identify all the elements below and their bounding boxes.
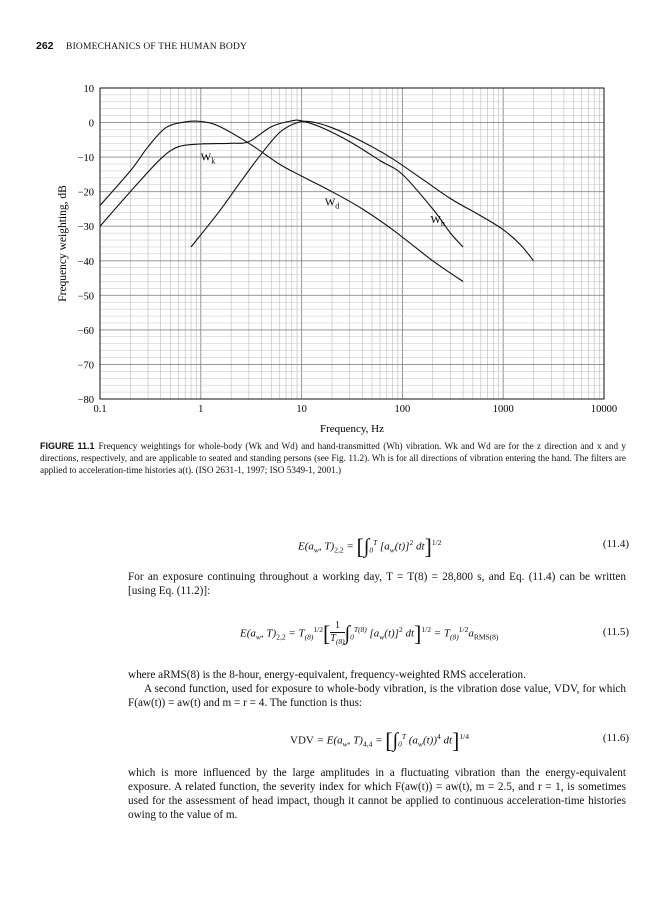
y-tick-labels [78, 84, 94, 406]
y-tick-label: −10 [77, 153, 94, 165]
y-tick-label: −30 [77, 222, 94, 234]
series-label-wd: $W_d$ [324, 196, 340, 211]
y-tick-label: −20 [77, 187, 94, 199]
equation-11-5: $E(a_w$, $T)_{2,2} = T_{(8)}^{1/2}$[ $\frac{1}{T_{(8)}}\int_0^{T(8)}$ $[a_w(t)]^2$ $dt]^{1/2} = T_{(8)}^{1/2}a_{RMS(8)}$ (11.5) [240, 620, 629, 646]
equation-number: (11.4) [602, 538, 629, 550]
page-number: 262 [36, 40, 54, 52]
x-tick-label: 1000 [492, 404, 514, 415]
running-title: BIOMECHANICS OF THE HUMAN BODY [66, 42, 248, 52]
equation-11-4: $E(a_w$, $T)_{2,2} = [\int_0^T$ $[a_w(t)]^2$ dt]$^{1/2}$ (11.4) [298, 534, 629, 559]
series-label-wk: $W_k$ [200, 151, 216, 166]
x-tick-label: 100 [394, 404, 411, 415]
x-tick-label: 1 [198, 404, 204, 415]
paragraph-1: For an exposure continuing throughout a working day, T = T(8) = 28,800 s, and Eq. (11.4) can be written [using Eq. (11.2)]: [128, 571, 626, 597]
y-tick-label: 10 [83, 84, 94, 95]
y-axis-label: Frequency weighting, dB [57, 185, 69, 302]
equation-number: (11.6) [602, 732, 629, 744]
x-axis-label: Frequency, Hz [319, 423, 385, 435]
figure-caption [40, 440, 626, 476]
paragraph-4: which is more influenced by the large amplitudes in a fluctuating vibration than the energy-equivalent exposure. A related function, the severity index for which F(aw(t)) = aw(t), m = 2.5, and r = 1, is sometimes used for the assessment of head impact, though it cannot be applied to continuous acceleration-time histories owing to the value of m. [128, 767, 626, 821]
y-tick-label: −50 [77, 291, 94, 303]
series-labels [201, 152, 445, 228]
equation-number: (11.5) [602, 626, 629, 638]
y-tick-label: −60 [77, 325, 94, 337]
paragraph-2: where aRMS(8) is the 8-hour, energy-equivalent, frequency-weighted RMS acceleration. [128, 669, 526, 681]
equation-11-6: VDV = $E(a_w$, $T)_{4,4} = [\int_0^T$ $(a_w(t))^4$ dt]$^{1/4}$ (11.6) [290, 728, 629, 753]
y-tick-label: −80 [77, 395, 94, 406]
series-line-wd [100, 121, 463, 281]
chart-grid [100, 88, 604, 399]
x-tick-labels [93, 404, 617, 415]
frequency-weighting-chart [0, 0, 669, 440]
x-tick-label: 0.1 [93, 404, 107, 415]
x-tick-label: 10 [296, 404, 307, 415]
paragraph-3: A second function, used for exposure to whole-body vibration, is the vibration dose value, VDV, for which F(aw(t)) = aw(t) and m = r = 4. The function is thus: [128, 683, 626, 709]
y-tick-label: 0 [88, 118, 94, 130]
series-lines [100, 120, 534, 281]
y-tick-label: −40 [77, 256, 94, 268]
x-tick-label: 10000 [590, 404, 618, 415]
y-tick-label: −70 [77, 360, 94, 372]
series-label-wh: $W_h$ [430, 213, 445, 228]
caption-text: Frequency weightings for whole-body (Wk and Wd) and hand-transmitted (Wh) vibration. Wk and Wd are for the z direction and x and y directions, respectively, and are applicable to seated and standing persons (see Fig. 11.2). Wh is for all directions of vibration entering the hand. The filters are applied to acceleration-time histories a(t). (ISO 2631-1, 1997; ISO 5349-1, 2001.) [40, 441, 626, 475]
plot-frame [100, 88, 604, 399]
caption-label: FIGURE 11.1 [40, 441, 95, 451]
